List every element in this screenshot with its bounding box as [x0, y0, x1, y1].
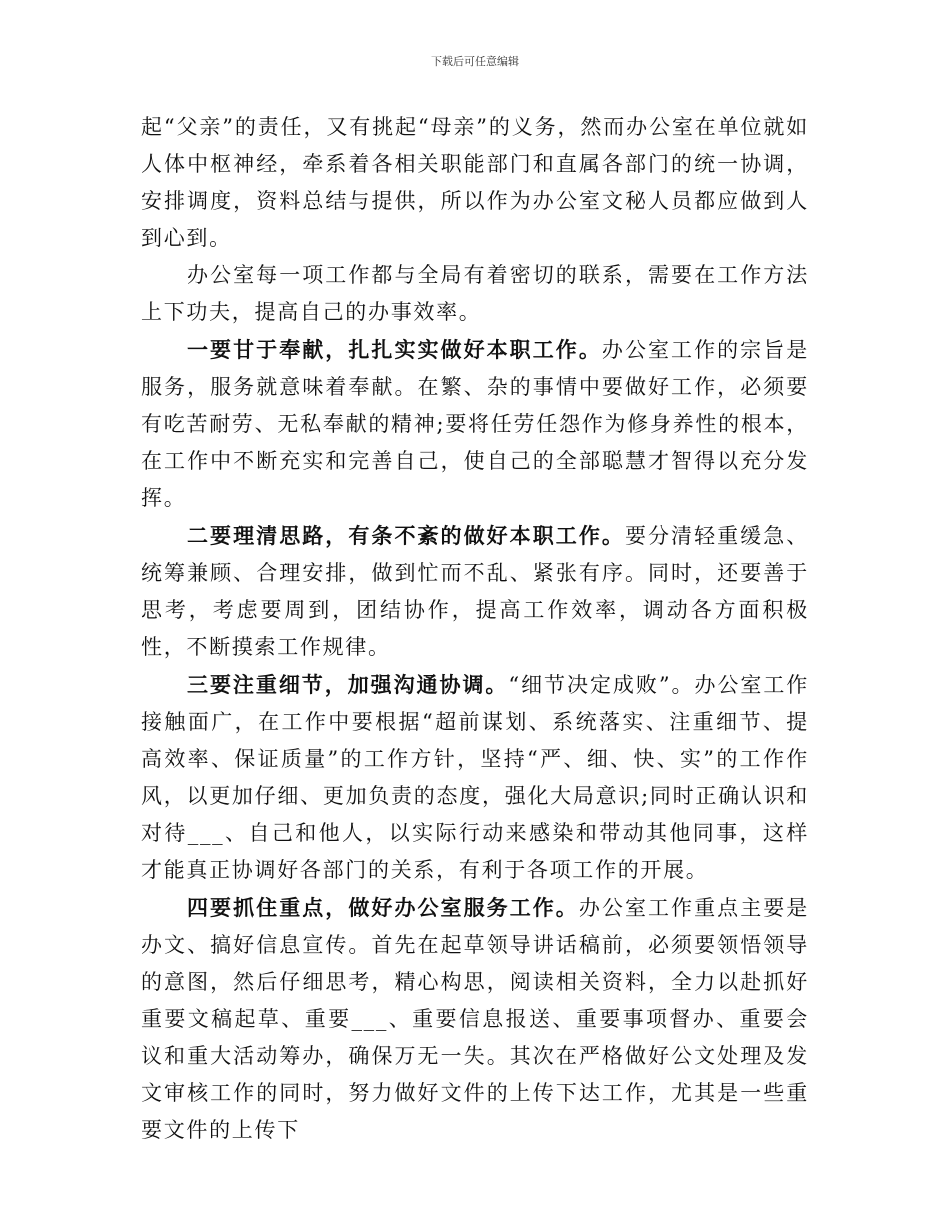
paragraph-text: 要分清轻重缓急、统筹兼顾、合理安排，做到忙而不乱、紧张有序。同时，还要善于思考，考虑要周到，团结协作，提高工作效率，调动各方面积极性，不断摸索工作规律。	[141, 524, 809, 659]
paragraph-point-1	[141, 331, 809, 517]
paragraph-lead: 一要甘于奉献，扎扎实实做好本职工作。	[187, 337, 602, 362]
page-header: 下载后可任意编辑	[431, 55, 519, 68]
paragraph-lead: 三要注重细节，加强沟通协调。	[187, 672, 509, 697]
document-body	[141, 109, 809, 1149]
paragraph-lead: 二要理清思路，有条不紊的做好本职工作。	[187, 523, 625, 548]
paragraph-text: 办公室工作重点主要是办文、搞好信息宣传。首先在起草领导讲话稿前，必须要领悟领导的意图，然后仔细思考，精心构思，阅读相关资料，全力以赴抓好重要文稿起草、重要___、重要信息报送、重要事项督办、重要会议和重大活动筹办，确保万无一失。其次在严格做好公文处理及发文审核工作的同时，努力做好文件的上传下达工作，尤其是一些重要文件的上传下	[141, 896, 810, 1142]
paragraph-intro	[141, 257, 809, 331]
paragraph-point-2	[141, 517, 809, 666]
paragraph-text: 办公室工作的宗旨是服务，服务就意味着奉献。在繁、杂的事情中要做好工作，必须要有吃苦耐劳、无私奉献的精神;要将任劳任怨作为修身养性的根本，在工作中不断充实和完善自己，使自己的全部聪慧才智得以充分发挥。	[141, 338, 809, 510]
paragraph-point-3	[141, 666, 809, 889]
paragraph-text: “细节决定成败”。办公室工作接触面广，在工作中要根据“超前谋划、系统落实、注重细节、提高效率、保证质量”的工作方针，坚持“严、细、快、实”的工作作风，以更加仔细、更加负责的态度，强化大局意识;同时正确认识和对待___、自己和他人，以实际行动来感染和带动其他同事，这样才能真正协调好各部门的关系，有利于各项工作的开展。	[141, 673, 809, 882]
paragraph-continuation	[141, 109, 809, 257]
paragraph-lead: 四要抓住重点，做好办公室服务工作。	[187, 895, 579, 920]
paragraph-text: 办公室每一项工作都与全局有着密切的联系，需要在工作方法上下功夫，提高自己的办事效率。	[141, 263, 809, 324]
paragraph-text: 起“父亲”的责任，又有挑起“母亲”的义务，然而办公室在单位就如人体中枢神经，牵系着各相关职能部门和直属各部门的统一协调，安排调度，资料总结与提供，所以作为办公室文秘人员都应做到人到心到。	[141, 115, 809, 250]
paragraph-point-4	[141, 889, 809, 1149]
